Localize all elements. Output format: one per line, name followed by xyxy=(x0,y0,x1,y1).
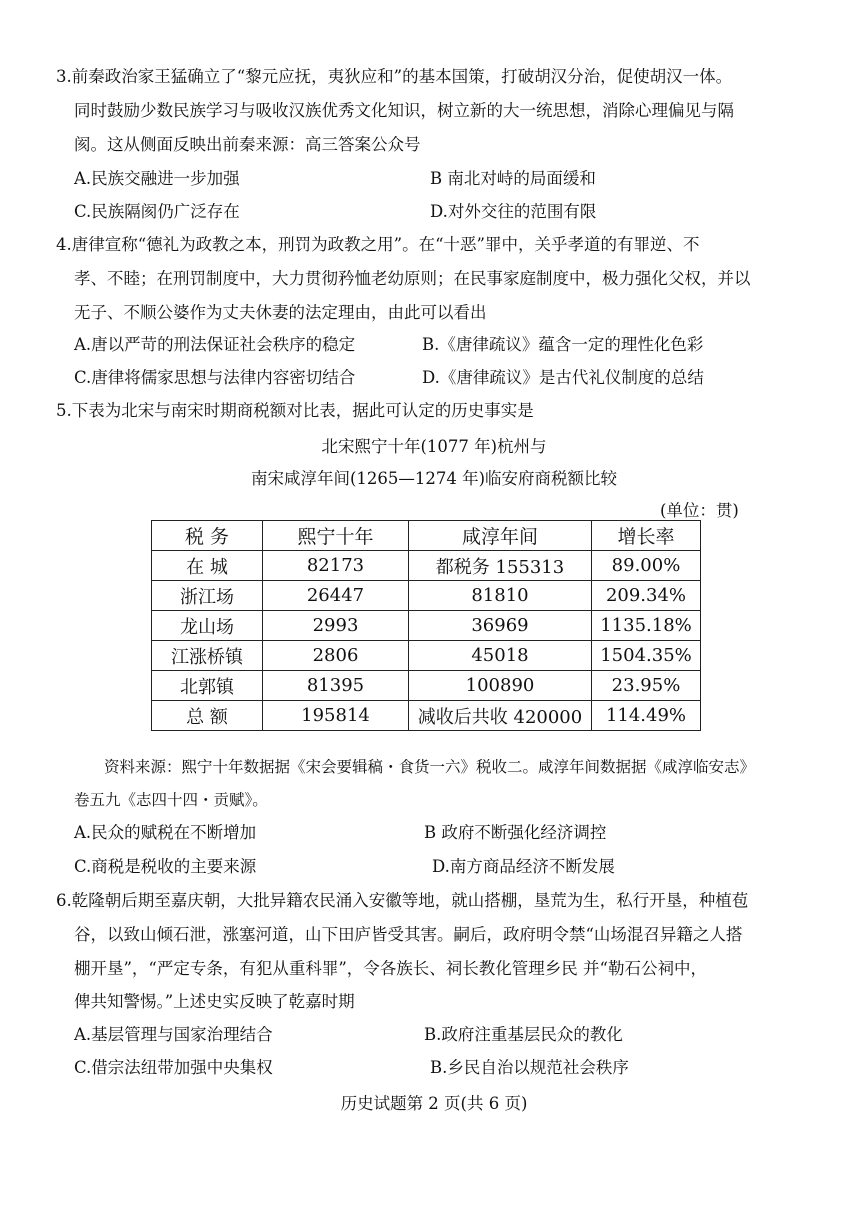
table-cell: 45018 xyxy=(409,641,592,671)
table-cell: 北郭镇 xyxy=(152,671,263,701)
table-cell: 209.34% xyxy=(592,581,701,611)
tax-comparison-table xyxy=(151,520,701,731)
table-cell: 都税务 155313 xyxy=(409,551,592,581)
table-cell: 36969 xyxy=(409,611,592,641)
table-source-line-2: 卷五九《志四十四・贡赋》。 xyxy=(74,791,268,809)
table-title-line-2: 南宋咸淳年间(1265—1274 年)临安府商税额比较 xyxy=(250,469,618,488)
page-footer: 历史试题第 2 页(共 6 页) xyxy=(340,1094,528,1113)
q6-option-a[interactable]: A.基层管理与国家治理结合 xyxy=(74,1025,273,1044)
q6-option-c[interactable]: C.借宗法纽带加强中央集权 xyxy=(74,1058,273,1077)
table-cell: 82173 xyxy=(263,551,409,581)
table-source-line-1: 资料来源：熙宁十年数据据《宋会要辑稿・食货一六》税收二。咸淳年间数据据《咸淳临安志》 xyxy=(104,758,756,776)
q5-stem-line-1: 5.下表为北宋与南宋时期商税额对比表，据此可认定的历史事实是 xyxy=(56,401,534,420)
table-cell: 在 城 xyxy=(152,551,263,581)
table-cell: 2993 xyxy=(263,611,409,641)
q3-stem-line-2: 同时鼓励少数民族学习与吸收汉族优秀文化知识，树立新的大一统思想，消除心理偏见与隔 xyxy=(74,101,734,120)
table-cell: 195814 xyxy=(263,701,409,731)
table-cell: 100890 xyxy=(409,671,592,701)
q6-stem-line-3: 棚开垦”，“严定专条，有犯从重科罪”，令各族长、祠长教化管理乡民 并“勒石公祠中， xyxy=(74,959,707,978)
q4-option-c[interactable]: C.唐律将儒家思想与法律内容密切结合 xyxy=(74,368,356,387)
table-cell: 江涨桥镇 xyxy=(152,641,263,671)
q6-stem-line-1: 6.乾隆朝后期至嘉庆朝，大批异籍农民涌入安徽等地，就山搭棚，垦荒为生，私行开垦，种植苞 xyxy=(56,891,749,910)
table-row xyxy=(152,551,701,581)
q4-option-d[interactable]: D.《唐律疏议》是古代礼仪制度的总结 xyxy=(422,368,704,387)
q3-option-c[interactable]: C.民族隔阂仍广泛存在 xyxy=(74,202,240,221)
table-cell: 2806 xyxy=(263,641,409,671)
table-row xyxy=(152,581,701,611)
table-cell: 26447 xyxy=(263,581,409,611)
table-cell: 龙山场 xyxy=(152,611,263,641)
table-row xyxy=(152,701,701,731)
table-row xyxy=(152,641,701,671)
table-cell: 1135.18% xyxy=(592,611,701,641)
q3-stem-line-3: 阂。这从侧面反映出前秦来源：高三答案公众号 xyxy=(74,135,421,154)
header-cell: 熙宁十年 xyxy=(263,521,409,551)
header-cell: 咸淳年间 xyxy=(409,521,592,551)
table-cell: 81810 xyxy=(409,581,592,611)
table-row xyxy=(152,671,701,701)
q6-option-b[interactable]: B.政府注重基层民众的教化 xyxy=(424,1025,623,1044)
table-cell: 总 额 xyxy=(152,701,263,731)
q4-stem-line-2: 孝、不睦；在刑罚制度中，大力贯彻矜恤老幼原则；在民事家庭制度中，极力强化父权，并以 xyxy=(74,269,751,288)
q3-option-b[interactable]: B 南北对峙的局面缓和 xyxy=(430,169,596,188)
table-cell: 减收后共收 420000 xyxy=(409,701,592,731)
q5-option-c[interactable]: C.商税是税收的主要来源 xyxy=(74,857,257,876)
table-row xyxy=(152,611,701,641)
table-title-line-1: 北宋熙宁十年(1077 年)杭州与 xyxy=(321,437,547,456)
q5-option-d[interactable]: D.南方商品经济不断发展 xyxy=(432,857,615,876)
q5-option-a[interactable]: A.民众的赋税在不断增加 xyxy=(74,823,257,842)
table-unit: (单位：贯) xyxy=(660,501,739,520)
q4-stem-line-1: 4.唐律宣称“德礼为政教之本，刑罚为政教之用”。在“十恶”罪中，关乎孝道的有罪逆、不 xyxy=(56,235,700,254)
table-cell: 114.49% xyxy=(592,701,701,731)
table-cell: 1504.35% xyxy=(592,641,701,671)
q3-stem-line-1: 3.前秦政治家王猛确立了“黎元应抚，夷狄应和”的基本国策，打破胡汉分治，促使胡汉一体。 xyxy=(56,67,733,86)
q3-option-a[interactable]: A.民族交融进一步加强 xyxy=(74,169,240,188)
q6-stem-line-4: 俾共知警惕。”上述史实反映了乾嘉时期 xyxy=(74,992,355,1011)
table-cell: 81395 xyxy=(263,671,409,701)
q4-stem-line-3: 无子、不顺公婆作为丈夫休妻的法定理由，由此可以看出 xyxy=(74,303,487,322)
q6-stem-line-2: 谷，以致山倾石泄，涨塞河道，山下田庐皆受其害。嗣后，政府明令禁“山场混召异籍之人搭 xyxy=(74,925,743,944)
table-cell: 浙江场 xyxy=(152,581,263,611)
q5-option-b[interactable]: B 政府不断强化经济调控 xyxy=(424,823,607,842)
table-cell: 23.95% xyxy=(592,671,701,701)
q3-option-d[interactable]: D.对外交往的范围有限 xyxy=(430,202,597,221)
table-header-row xyxy=(152,521,701,551)
q4-option-b[interactable]: B.《唐律疏议》蕴含一定的理性化色彩 xyxy=(422,335,704,354)
table-cell: 89.00% xyxy=(592,551,701,581)
header-cell: 增长率 xyxy=(592,521,701,551)
header-cell: 税 务 xyxy=(152,521,263,551)
q6-option-d[interactable]: B.乡民自治以规范社会秩序 xyxy=(430,1058,629,1077)
q4-option-a[interactable]: A.唐以严苛的刑法保证社会秩序的稳定 xyxy=(74,335,356,354)
